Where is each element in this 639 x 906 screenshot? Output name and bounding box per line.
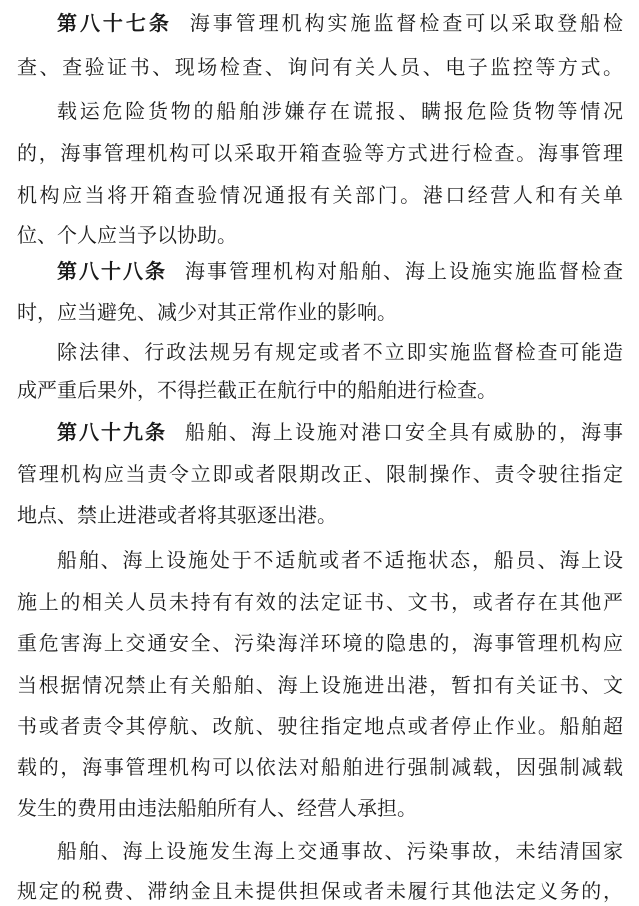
- article-89-text: 船舶、海上设施对港口安全具有威胁的，海事: [185, 420, 623, 444]
- article-89-line-3: 地点、禁止进港或者将其驱逐出港。: [17, 503, 337, 527]
- article-88-text: 海事管理机构对船舶、海上设施实施监督检查: [185, 259, 623, 283]
- article-87-para2-line-3: 机构应当将开箱查验情况通报有关部门。港口经营人和有关单: [17, 183, 623, 207]
- article-89-para2-line-1: 船舶、海上设施处于不适航或者不适拖状态，船员、海上设: [57, 548, 623, 572]
- article-87-para2-line-2: 的，海事管理机构可以采取开箱查验等方式进行检查。海事管理: [17, 141, 623, 165]
- article-87-para2-line-4: 位、个人应当予以协助。: [17, 223, 237, 247]
- article-87-para2-line-1: 载运危险货物的船舶涉嫌存在谎报、瞒报危险货物等情况: [57, 99, 623, 123]
- article-89-para2-line-3: 重危害海上交通安全、污染海洋环境的隐患的，海事管理机构应: [17, 631, 623, 655]
- article-87-line-1: [57, 8, 623, 38]
- article-87-label: 第八十七条: [57, 11, 172, 35]
- article-89-para3-line-1: 船舶、海上设施发生海上交通事故、污染事故，未结清国家: [57, 839, 623, 863]
- article-88-para2-line-1: 除法律、行政法规另有规定或者不立即实施监督检查可能造: [57, 340, 623, 364]
- article-89-para2-line-5: 书或者责令其停航、改航、驶往指定地点或者停止作业。船舶超: [17, 714, 623, 738]
- article-88-label: 第八十八条: [57, 259, 167, 283]
- article-89-line-2: 管理机构应当责令立即或者限期改正、限制操作、责令驶往指定: [17, 462, 623, 486]
- article-89-line-1: [57, 417, 623, 447]
- article-89-para2-line-7: 发生的费用由违法船舶所有人、经营人承担。: [17, 796, 417, 820]
- article-88-line-1: [57, 256, 623, 286]
- article-88-line-2: 时，应当避免、减少对其正常作业的影响。: [17, 300, 397, 324]
- article-89-para2-line-6: 载的，海事管理机构可以依法对船舶进行强制减载，因强制减载: [17, 755, 623, 779]
- article-89-label: 第八十九条: [57, 420, 167, 444]
- article-89-para2-line-4: 当根据情况禁止有关船舶、海上设施进出港，暂扣有关证书、文: [17, 673, 623, 697]
- article-87-text: 海事管理机构实施监督检查可以采取登船检: [189, 11, 623, 35]
- article-89-para3-line-2: 规定的税费、滞纳金且未提供担保或者未履行其他法定义务的，: [17, 879, 623, 903]
- article-89-para2-line-2: 施上的相关人员未持有有效的法定证书、文书，或者存在其他严: [17, 590, 623, 614]
- article-87-line-2: 查、查验证书、现场检查、询问有关人员、电子监控等方式。: [17, 55, 623, 79]
- article-88-para2-line-2: 成严重后果外，不得拦截正在航行中的船舶进行检查。: [17, 378, 497, 402]
